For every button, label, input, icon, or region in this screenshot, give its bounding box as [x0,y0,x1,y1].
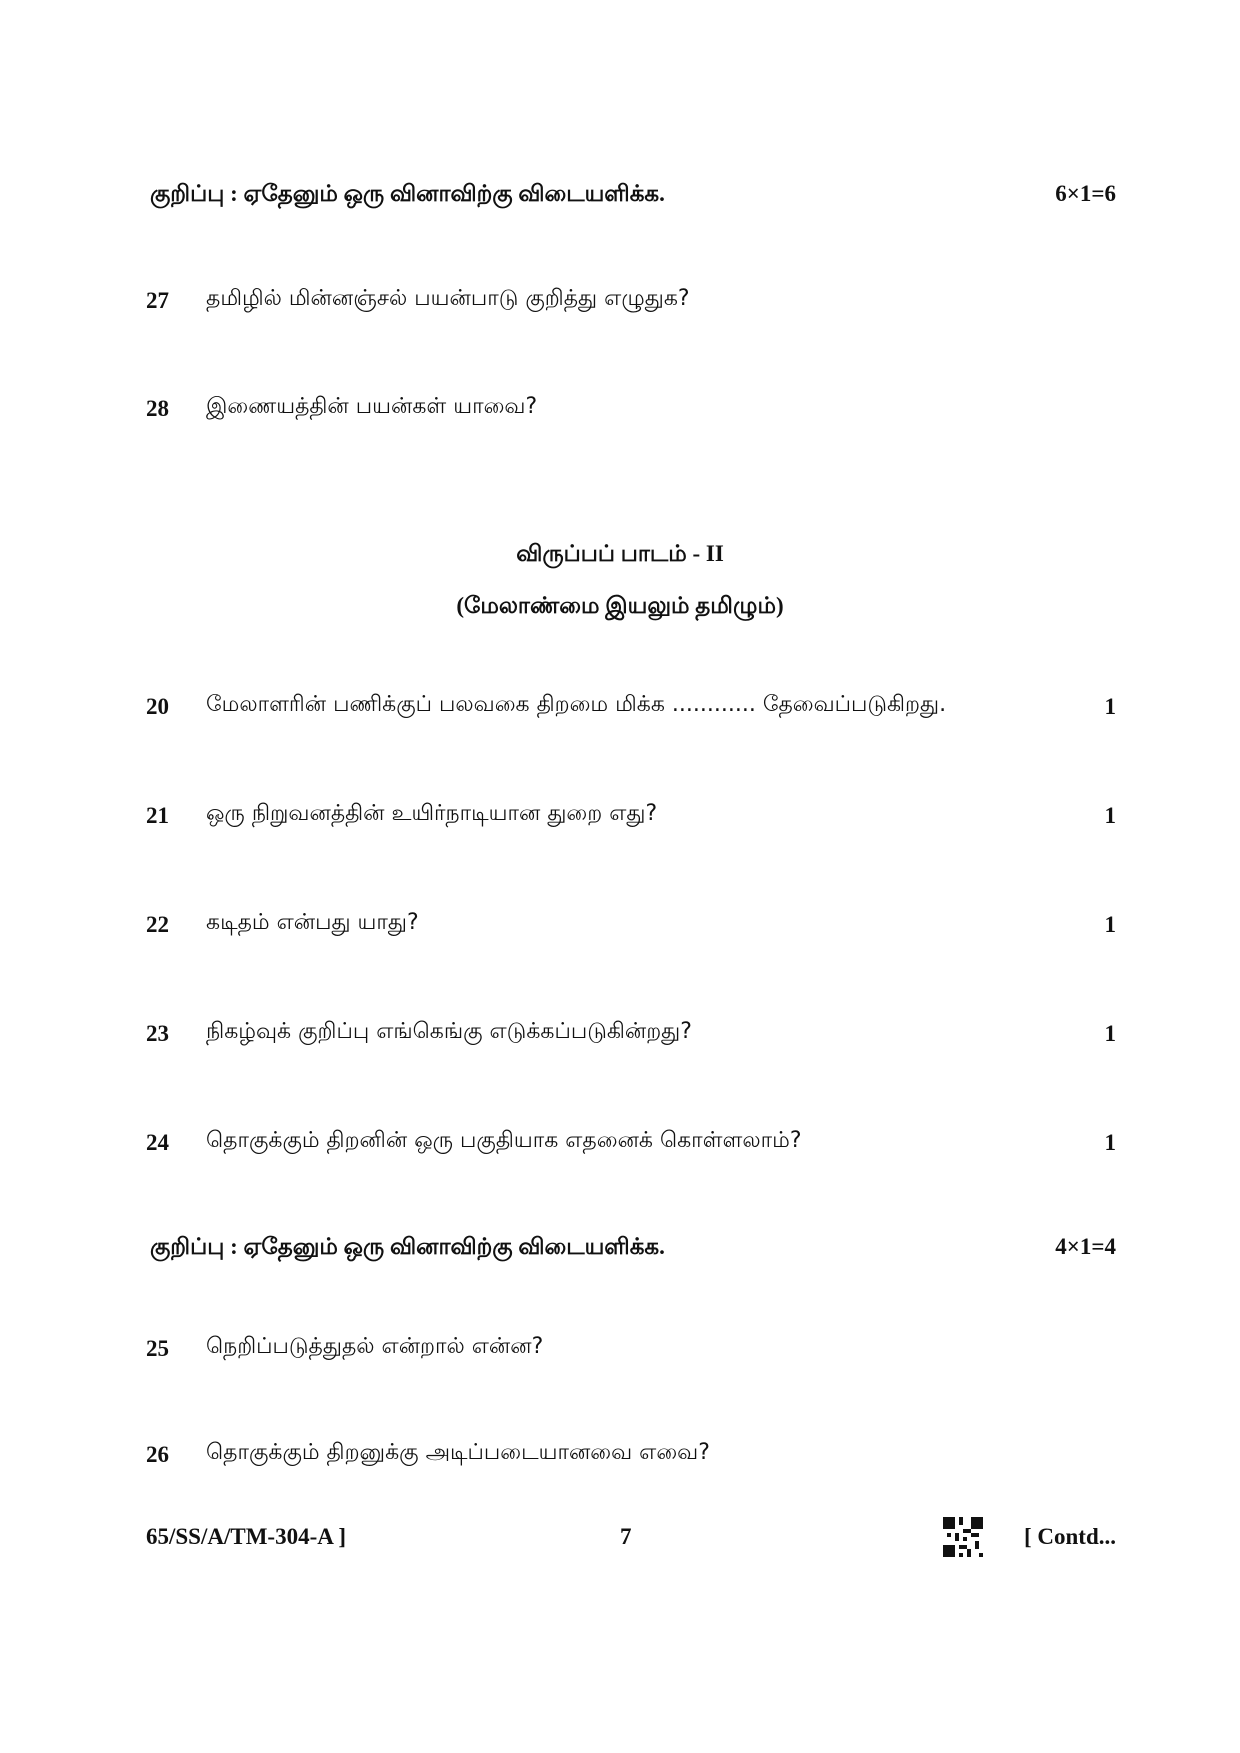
question-text: இணையத்தின் பயன்கள் யாவை? [206,394,538,419]
question-mark: 1 [1104,912,1116,937]
question-text: ஒரு நிறுவனத்தின் உயிர்நாடியான துறை எது? [206,801,658,826]
question-mark: 1 [1104,803,1116,828]
section-subheading: (மேலாண்மை இயலும் தமிழும்) [456,593,784,618]
question-number: 20 [146,694,169,719]
question-number: 24 [146,1130,169,1155]
instruction-note: குறிப்பு : ஏதேனும் ஒரு வினாவிற்கு விடையளிக்க. [150,181,665,206]
marks-total: 4×1=4 [1055,1234,1116,1259]
question-number: 28 [146,396,169,421]
question-text: நிகழ்வுக் குறிப்பு எங்கெங்கு எடுக்கப்படுகின்றது? [206,1019,692,1044]
question-text: தொகுக்கும் திறனின் ஒரு பகுதியாக எதனைக் கொள்ளலாம்? [206,1128,802,1153]
page-number: 7 [620,1524,632,1549]
instruction-note: குறிப்பு : ஏதேனும் ஒரு வினாவிற்கு விடையளிக்க. [150,1234,665,1259]
paper-code: 65/SS/A/TM-304-A ] [146,1524,346,1549]
question-mark: 1 [1104,1021,1116,1046]
question-text: தொகுக்கும் திறனுக்கு அடிப்படையானவை எவை? [206,1440,710,1465]
question-number: 21 [146,803,169,828]
question-number: 26 [146,1442,169,1467]
question-mark: 1 [1104,694,1116,719]
section-heading: விருப்பப் பாடம் - II [516,541,724,566]
question-text: நெறிப்படுத்துதல் என்றால் என்ன? [206,1334,544,1359]
question-mark: 1 [1104,1130,1116,1155]
qr-code-icon [943,1517,983,1557]
question-text: கடிதம் என்பது யாது? [206,910,419,935]
continued-label: [ Contd... [1023,1524,1116,1549]
question-text: தமிழில் மின்னஞ்சல் பயன்பாடு குறித்து எழுதுக? [206,286,690,311]
question-number: 23 [146,1021,169,1046]
question-text: மேலாளரின் பணிக்குப் பலவகை திறமை மிக்க ............ தேவைப்படுகிறது. [206,692,947,717]
question-number: 25 [146,1336,169,1361]
marks-total: 6×1=6 [1055,181,1116,206]
question-number: 22 [146,912,169,937]
question-number: 27 [146,288,169,313]
